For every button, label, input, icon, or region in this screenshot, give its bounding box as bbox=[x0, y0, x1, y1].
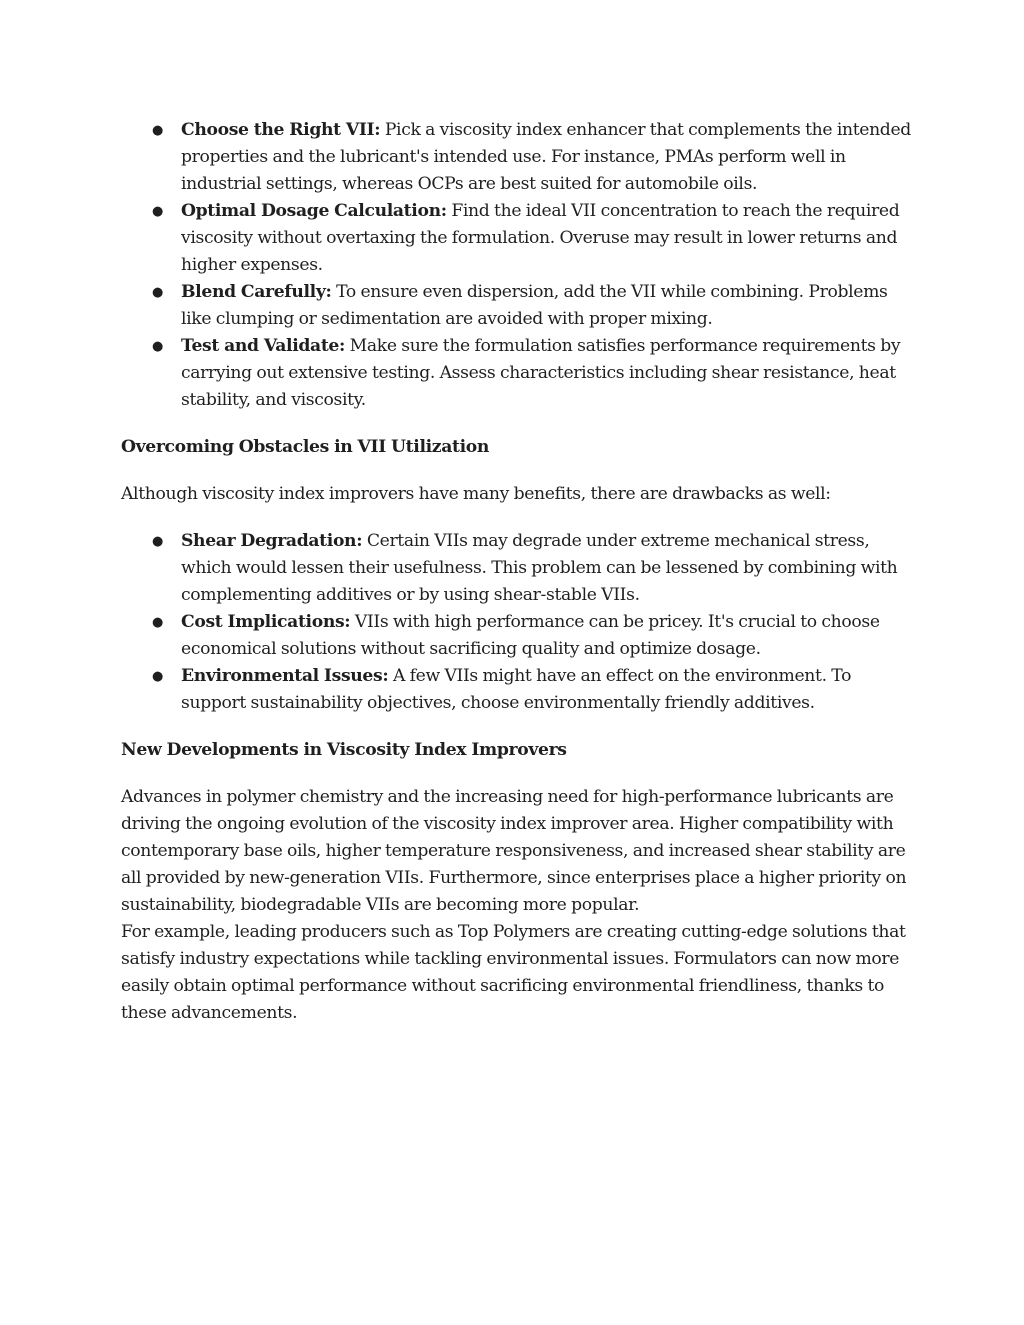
list-item bbox=[121, 663, 911, 717]
list-item-term: Cost Implications: bbox=[181, 612, 351, 632]
document-page bbox=[121, 117, 911, 1027]
list-item-term: Optimal Dosage Calculation: bbox=[181, 201, 447, 221]
section-heading-obstacles: Overcoming Obstacles in VII Utilization bbox=[121, 437, 490, 457]
bullet-icon: ● bbox=[152, 669, 163, 684]
list-item-text: A few VIIs might have an effect on the environment. To support sustainability objectives, choose environmentally friendly additives. bbox=[181, 666, 852, 713]
developments-para-2: For example, leading producers such as Top Polymers are creating cutting-edge solutions that satisfy industry expectations while tackling environmental issues. Formulators can now more easily obtain optimal performance without sacrificing environmental friendliness, thanks to these advancements. bbox=[121, 922, 906, 1023]
developments-paragraph bbox=[121, 784, 911, 1027]
list-item bbox=[121, 609, 911, 663]
bullet-icon: ● bbox=[152, 534, 163, 549]
bullet-icon: ● bbox=[152, 204, 163, 219]
list-item-term: Choose the Right VII: bbox=[181, 120, 381, 140]
list-item-term: Shear Degradation: bbox=[181, 531, 363, 551]
section-heading-developments: New Developments in Viscosity Index Improvers bbox=[121, 740, 567, 760]
list-item-text: Pick a viscosity index enhancer that complements the intended properties and the lubricant's intended use. For instance, PMAs perform well in industrial settings, whereas OCPs are best suited for automobile oils. bbox=[181, 120, 911, 194]
list-item bbox=[121, 117, 911, 198]
list-item bbox=[121, 333, 911, 414]
obstacles-intro: Although viscosity index improvers have many benefits, there are drawbacks as well: bbox=[121, 484, 831, 504]
list-item bbox=[121, 528, 911, 609]
list-item-text: Make sure the formulation satisfies performance requirements by carrying out extensive testing. Assess characteristics including shear resistance, heat stability, and viscosity. bbox=[181, 336, 901, 410]
list-item-text: Find the ideal VII concentration to reach the required viscosity without overtaxing the formulation. Overuse may result in lower returns and higher expenses. bbox=[181, 201, 900, 275]
list-item-term: Test and Validate: bbox=[181, 336, 346, 356]
bullet-icon: ● bbox=[152, 615, 163, 630]
list-item-term: Blend Carefully: bbox=[181, 282, 332, 302]
bullet-icon: ● bbox=[152, 285, 163, 300]
developments-para-1: Advances in polymer chemistry and the increasing need for high-performance lubricants are driving the ongoing evolution of the viscosity index improver area. Higher compatibility with contemporary base oils, higher temperature responsiveness, and increased shear stability are all provided by new-generation VIIs. Furthermore, since enterprises place a higher priority on sustainability, biodegradable VIIs are becoming more popular. bbox=[121, 787, 907, 915]
obstacles-list bbox=[121, 528, 911, 717]
list-item-text: Certain VIIs may degrade under extreme mechanical stress, which would lessen their usefulness. This problem can be lessened by combining with complementing additives or by using shear-stable VIIs. bbox=[181, 531, 898, 605]
bullet-icon: ● bbox=[152, 339, 163, 354]
list-item bbox=[121, 279, 911, 333]
list-item-text: VIIs with high performance can be pricey. It's crucial to choose economical solutions without sacrificing quality and optimize dosage. bbox=[181, 612, 880, 659]
vii-usage-list bbox=[121, 117, 911, 414]
list-item bbox=[121, 198, 911, 279]
bullet-icon: ● bbox=[152, 123, 163, 138]
list-item-text: To ensure even dispersion, add the VII while combining. Problems like clumping or sedimentation are avoided with proper mixing. bbox=[181, 282, 888, 329]
list-item-term: Environmental Issues: bbox=[181, 666, 389, 686]
